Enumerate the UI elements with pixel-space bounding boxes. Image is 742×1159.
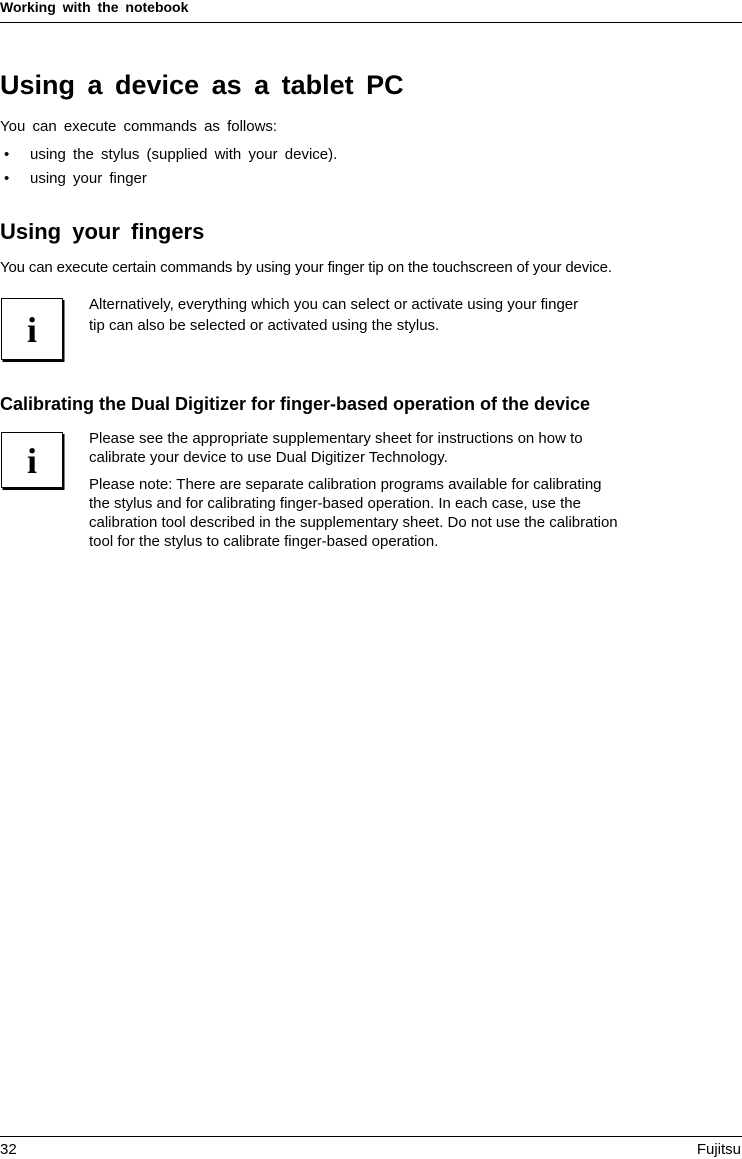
tablet-intro: You can execute commands as follows: bbox=[0, 118, 278, 135]
bullet-text: using your finger bbox=[30, 170, 147, 187]
bullet-text: using the stylus (supplied with your device). bbox=[30, 146, 338, 163]
info-note-line: Please note: There are separate calibration programs available for calibrating bbox=[89, 476, 602, 493]
info-note-line: calibrate your device to use Dual Digitizer Technology. bbox=[89, 449, 448, 466]
header-divider bbox=[0, 22, 742, 23]
info-note-line: the stylus and for calibrating finger-based operation. In each case, use the bbox=[89, 495, 581, 512]
section-title-calibration: Calibrating the Dual Digitizer for finger-based operation of the device bbox=[0, 394, 591, 414]
info-note-line: Alternatively, everything which you can select or activate using your finger bbox=[89, 296, 579, 313]
info-icon: i bbox=[1, 432, 63, 488]
footer-brand: Fujitsu bbox=[696, 1141, 741, 1158]
bullet-marker: • bbox=[4, 170, 10, 187]
page-number: 32 bbox=[0, 1141, 17, 1158]
running-header: Working with the notebook bbox=[0, 0, 189, 15]
section-title-tablet: Using a device as a tablet PC bbox=[0, 70, 404, 100]
section-title-fingers: Using your fingers bbox=[0, 219, 205, 244]
info-note-line: Please see the appropriate supplementary sheet for instructions on how to bbox=[89, 430, 583, 447]
fingers-body: You can execute certain commands by using your finger tip on the touchscreen of your device. bbox=[0, 259, 612, 276]
bullet-marker: • bbox=[4, 146, 10, 163]
info-icon: i bbox=[1, 298, 63, 360]
info-note-line: tip can also be selected or activated using the stylus. bbox=[89, 317, 440, 334]
footer-divider bbox=[0, 1136, 742, 1137]
info-note-line: calibration tool described in the supplementary sheet. Do not use the calibration bbox=[89, 514, 618, 531]
info-note-line: tool for the stylus to calibrate finger-based operation. bbox=[89, 533, 439, 550]
